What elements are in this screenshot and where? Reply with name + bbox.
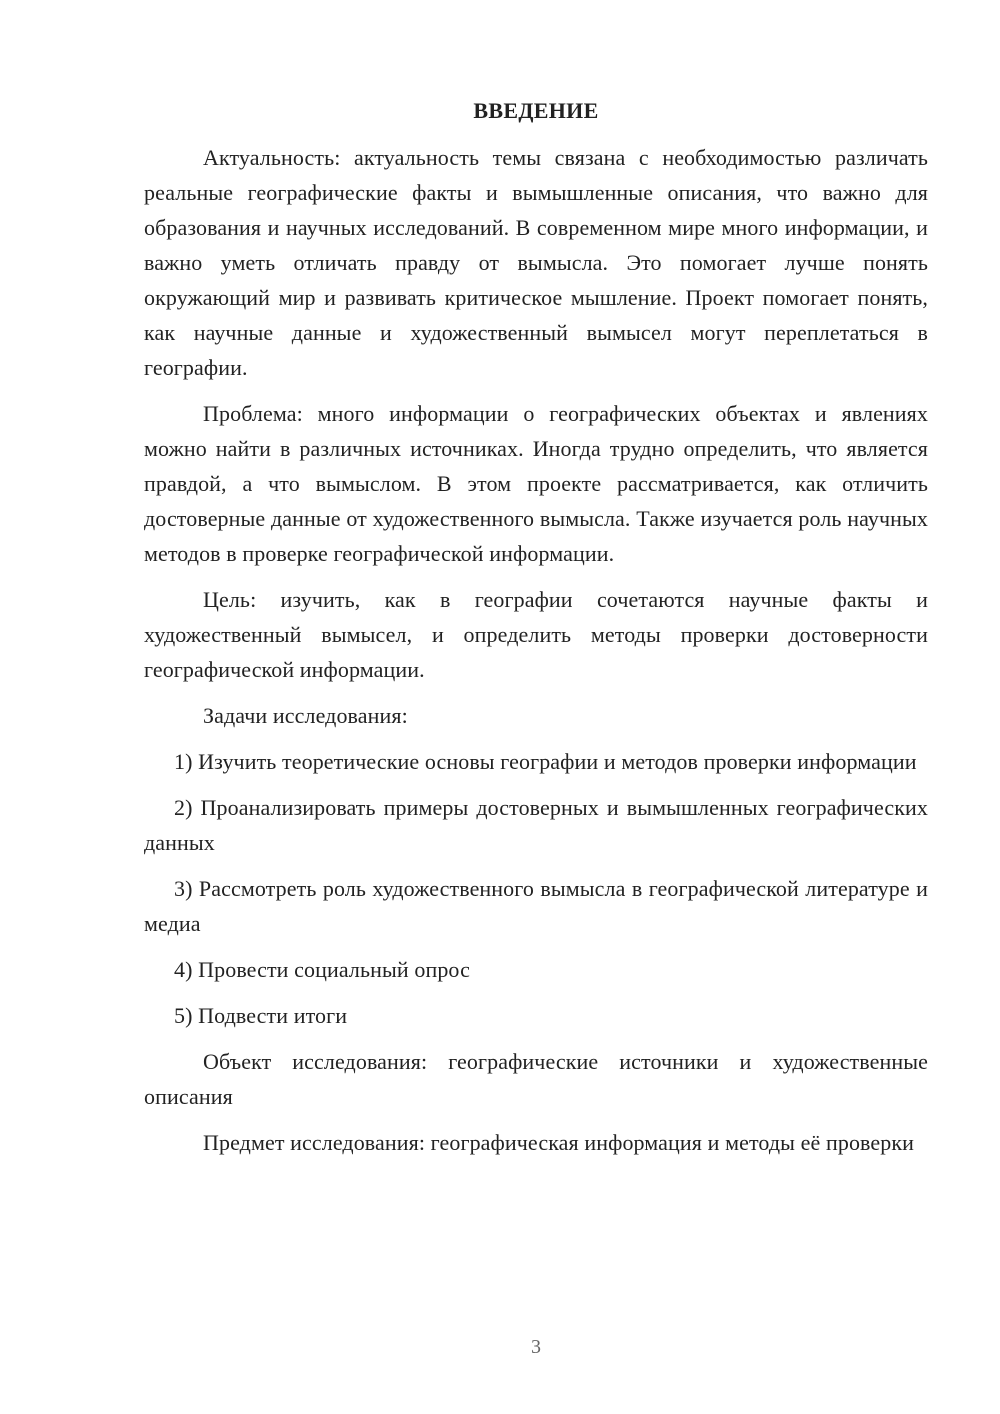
task-item-5: 5) Подвести итоги — [174, 1003, 348, 1028]
section-title: ВВЕДЕНИЕ — [473, 98, 599, 123]
goal-paragraph: Цель: изучить, как в географии сочетаются научные факты и художественный вымысел, и определить методы проверки достоверности географической информации. — [144, 587, 928, 682]
subject-paragraph: Предмет исследования: географическая информация и методы её проверки — [203, 1130, 915, 1155]
task-item-3: 3) Рассмотреть роль художественного вымысла в географической литературе и медиа — [144, 876, 928, 936]
task-item-4: 4) Провести социальный опрос — [174, 957, 470, 982]
tasks-heading: Задачи исследования: — [203, 703, 408, 728]
relevance-paragraph: Актуальность: актуальность темы связана с необходимостью различать реальные географические факты и вымышленные описания, что важно для образования и научных исследований. В современном мире много информации, и важно уметь отличать правду от вымысла. Это помогает лучше понять окружающий мир и развивать критическое мышление. Проект помогает понять, как научные данные и художественный вымысел могут переплетаться в географии. — [144, 145, 928, 380]
task-item-1: 1) Изучить теоретические основы географии и методов проверки информации — [174, 749, 917, 774]
problem-paragraph: Проблема: много информации о географических объектах и явлениях можно найти в различных источниках. Иногда трудно определить, что является правдой, а что вымыслом. В этом проекте рассматривается, как отличить достоверные данные от художественного вымысла. Также изучается роль научных методов в проверке географической информации. — [144, 401, 928, 566]
page-content — [144, 96, 928, 1171]
object-paragraph: Объект исследования: географические источники и художественные описания — [144, 1049, 928, 1109]
task-item-2: 2) Проанализировать примеры достоверных и вымышленных географических данных — [144, 795, 928, 855]
page-number: 3 — [531, 1336, 541, 1358]
